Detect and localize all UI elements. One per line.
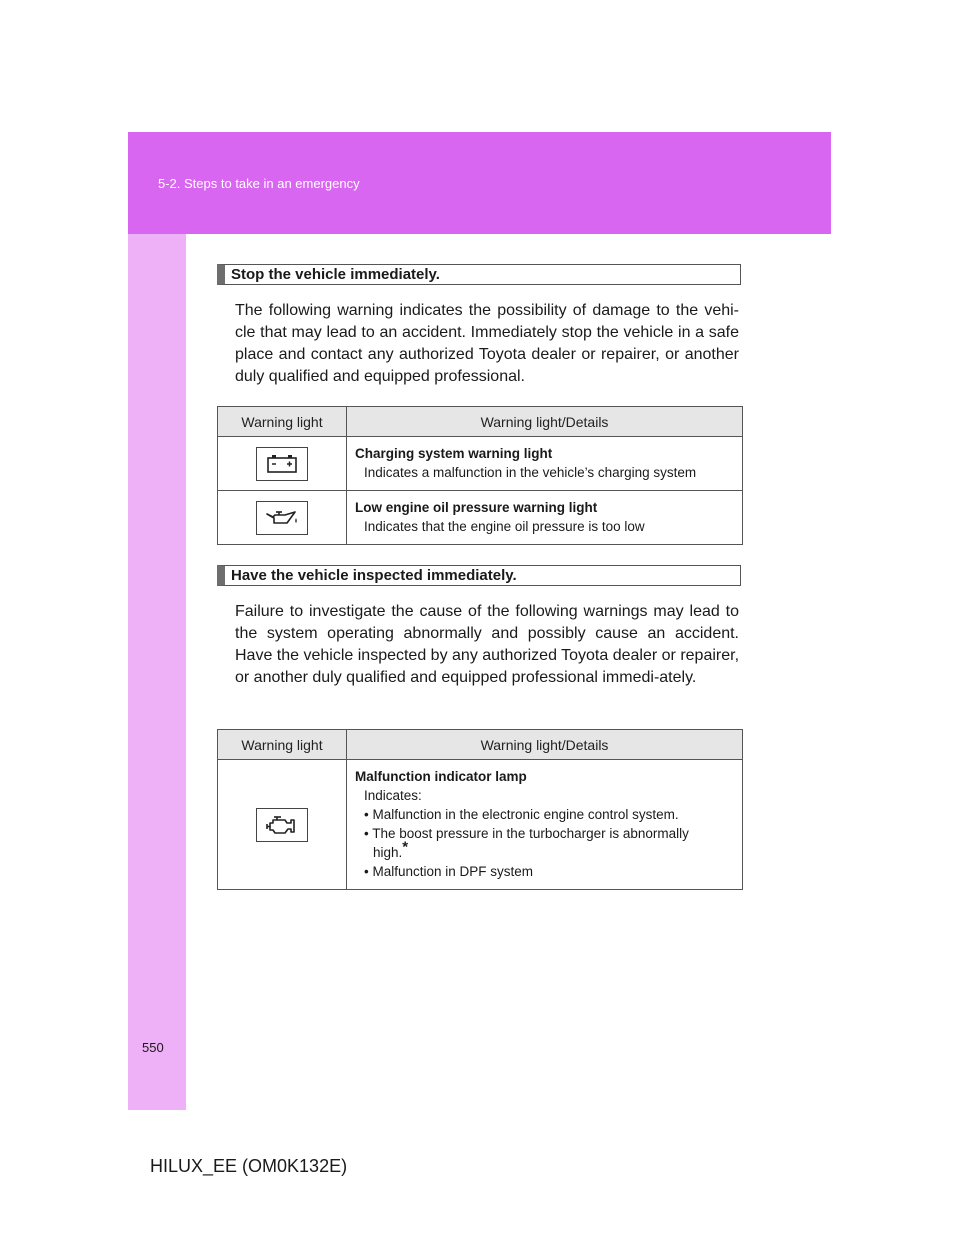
list-item: • The boost pressure in the turbocharger is abnormally <box>364 826 689 841</box>
list-item: • Malfunction in the electronic engine control system. <box>364 807 679 822</box>
warning-intro: Indicates: <box>364 788 422 803</box>
warning-title: Low engine oil pressure warning light <box>355 500 598 515</box>
warning-detail: Indicates that the engine oil pressure is too low <box>364 519 645 534</box>
breadcrumb: 5-2. Steps to take in an emergency <box>158 176 360 191</box>
column-header-details: Warning light/Details <box>347 407 743 437</box>
oil-can-icon <box>256 501 308 535</box>
manual-code: HILUX_EE (OM0K132E) <box>150 1156 348 1176</box>
column-header-warning-light: Warning light <box>218 730 347 760</box>
list-item: • Malfunction in DPF system <box>364 864 534 879</box>
table-row <box>218 491 743 545</box>
page-number: 550 <box>142 1040 164 1055</box>
list-item-text: high. <box>373 845 403 860</box>
section-paragraph-stop: The following warning indicates the possibility of damage to the vehi-cle that may lead to an accident. Immediately stop the vehicle in a safe place and contact any authorized Toyota dealer or repairer, or another duly qualified and equipped professional. <box>235 302 739 385</box>
detail-cell <box>347 760 743 890</box>
table-header-row <box>218 730 743 760</box>
battery-icon <box>256 447 308 481</box>
section-title-inspect: Have the vehicle inspected immediately. <box>217 565 741 586</box>
warning-detail: Indicates a malfunction in the vehicle’s charging system <box>364 465 697 480</box>
section-title-stop: Stop the vehicle immediately. <box>217 264 741 285</box>
table-header-row <box>218 407 743 437</box>
icon-cell <box>218 491 347 545</box>
engine-icon <box>256 808 308 842</box>
warning-table-inspect <box>217 729 743 890</box>
column-header-warning-light: Warning light <box>218 407 347 437</box>
icon-cell <box>218 437 347 491</box>
detail-cell <box>347 491 743 545</box>
icon-cell <box>218 760 347 890</box>
warning-table-stop <box>217 406 743 545</box>
detail-cell <box>347 437 743 491</box>
warning-title: Charging system warning light <box>355 446 553 461</box>
column-header-details: Warning light/Details <box>347 730 743 760</box>
table-row <box>218 760 743 890</box>
section-paragraph-inspect: Failure to investigate the cause of the following warnings may lead to the system operating abnormally and possibly cause an accident. Have the vehicle inspected by any authorized Toyota dealer or repairer, or another duly qualified and equipped professional immedi-ately. <box>235 603 740 686</box>
side-strip <box>128 234 186 1110</box>
table-row <box>218 437 743 491</box>
list-item-continuation <box>355 838 734 862</box>
warning-title: Malfunction indicator lamp <box>355 769 527 784</box>
footnote-mark: * <box>402 838 409 856</box>
